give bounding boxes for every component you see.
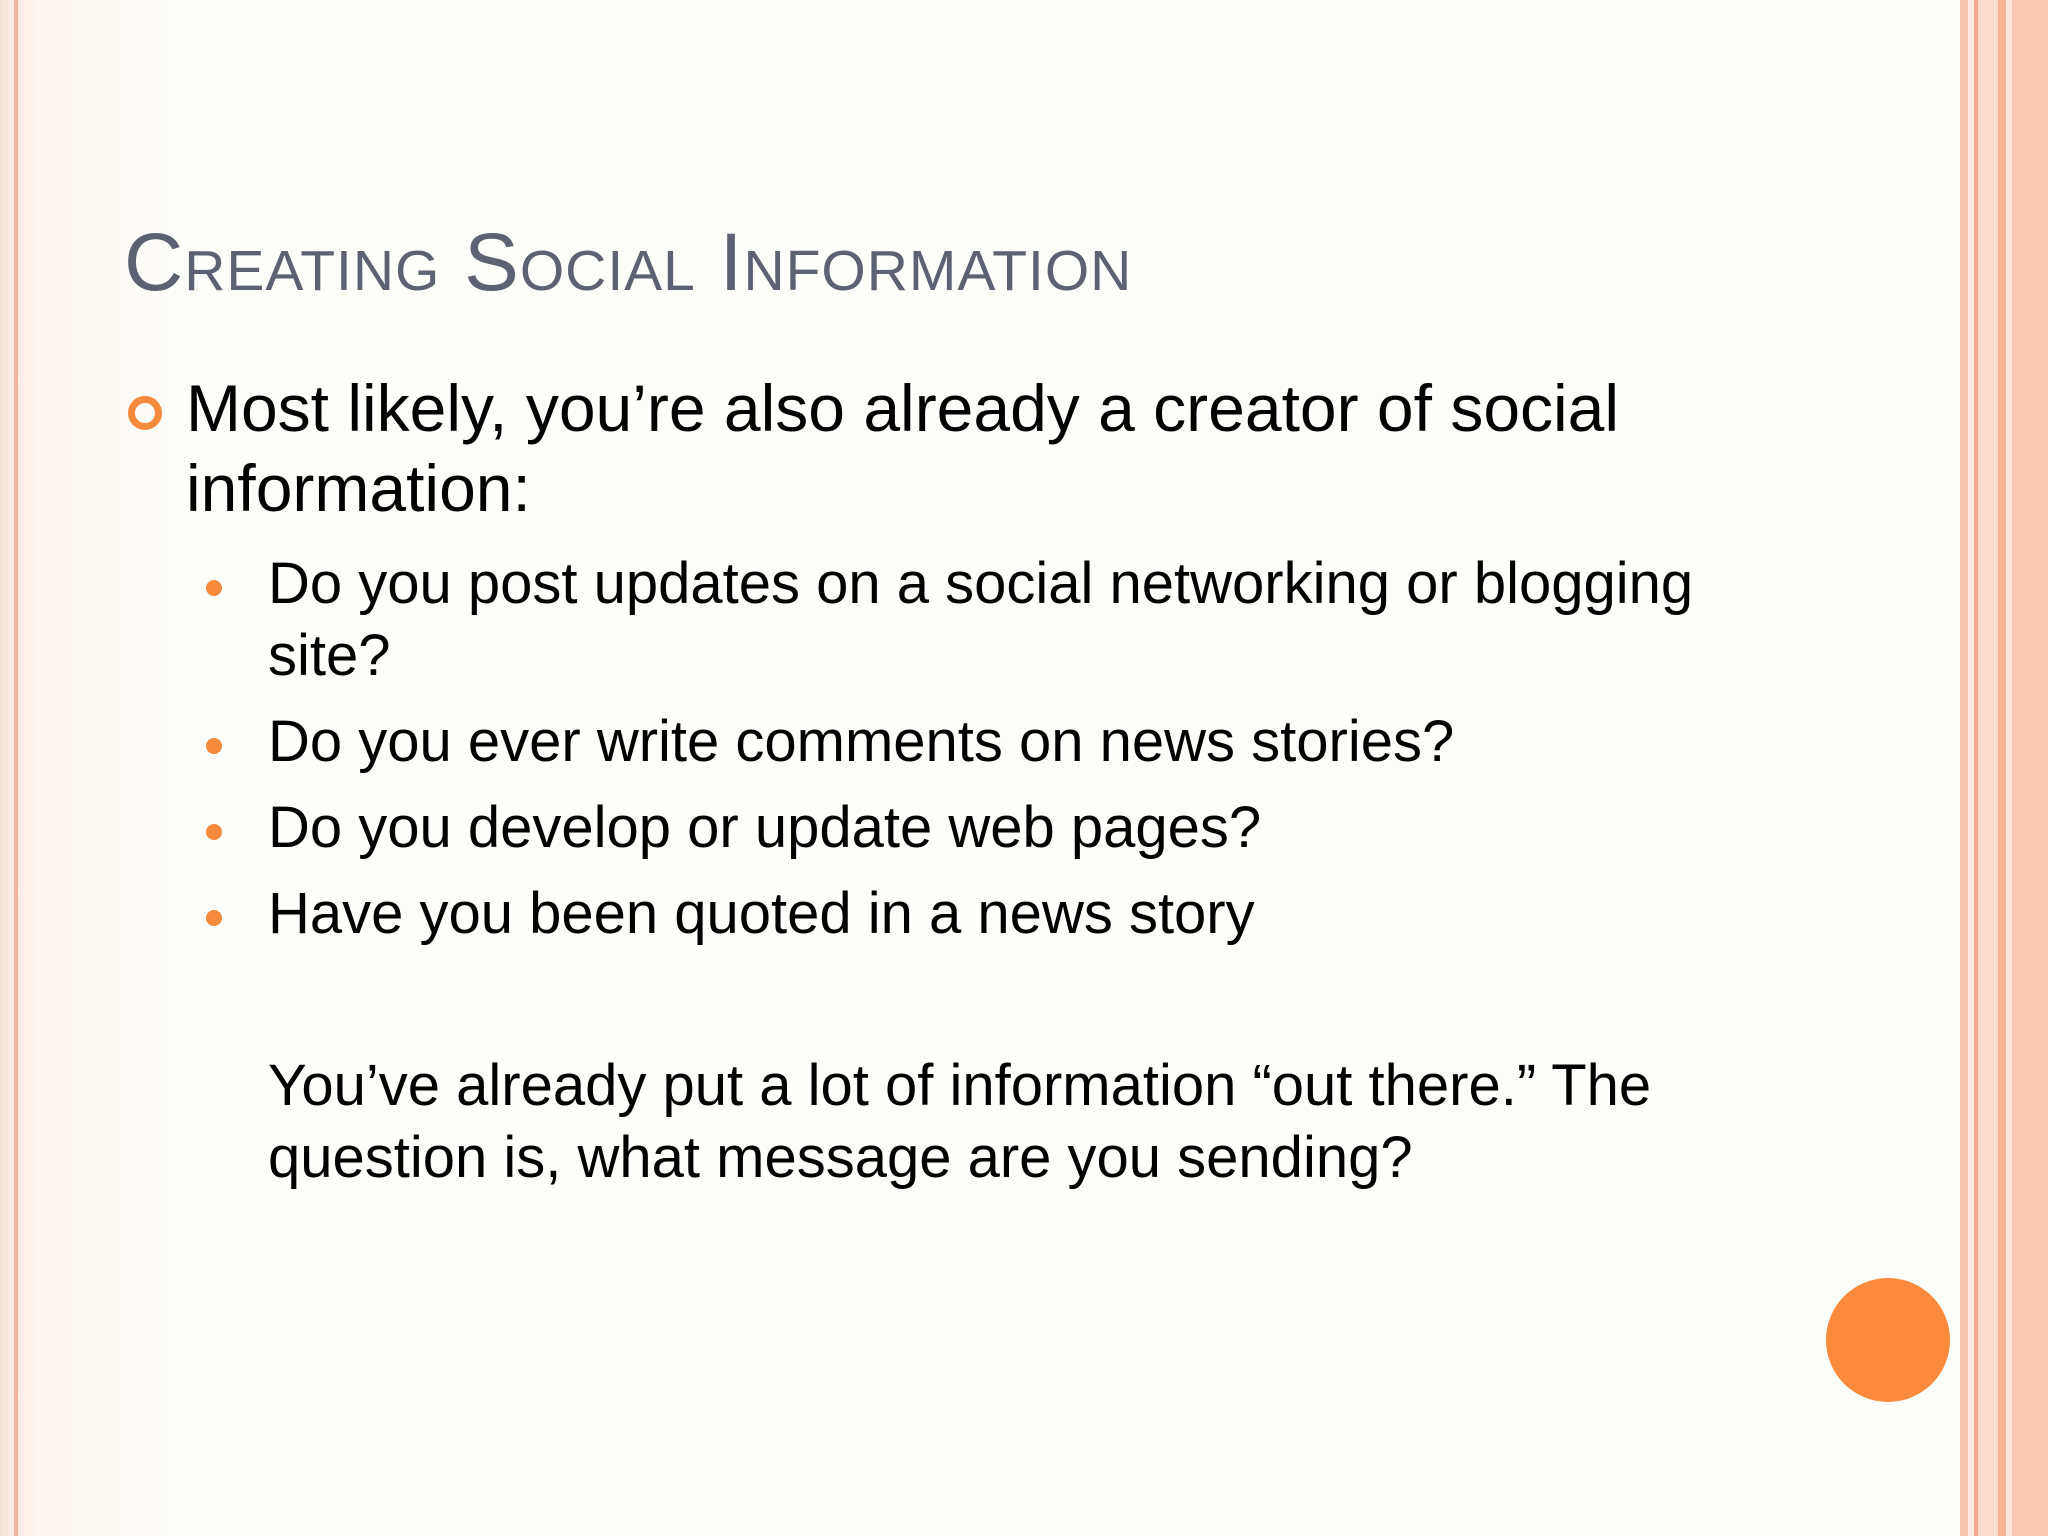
dot-bullet-icon xyxy=(206,738,222,754)
ring-bullet-icon xyxy=(128,396,162,430)
closing-paragraph: You’ve already put a lot of information “out there.” The question is, what message are you sending? xyxy=(268,1053,1652,1190)
stripe xyxy=(2012,0,2048,1536)
list-item-text: Do you post updates on a social networking or blogging site? xyxy=(268,551,1694,688)
main-bullet xyxy=(124,368,1824,528)
dot-bullet-icon xyxy=(206,580,222,596)
slide-title: Creating Social Information xyxy=(124,217,1133,308)
list-item xyxy=(206,792,1786,864)
right-decorative-stripes xyxy=(1960,0,2048,1536)
list-item-text: Do you develop or update web pages? xyxy=(268,795,1262,860)
stripe xyxy=(1960,0,1968,1536)
decorative-circle xyxy=(1826,1278,1950,1402)
dot-bullet-icon xyxy=(206,824,222,840)
sub-bullet-list xyxy=(206,548,1786,964)
stripe xyxy=(1978,0,1998,1536)
list-item xyxy=(206,878,1786,950)
main-bullet-text: Most likely, you’re also already a creator of social information: xyxy=(186,371,1620,525)
left-edge-line xyxy=(14,0,18,1536)
stripe xyxy=(1998,0,2006,1536)
list-item xyxy=(206,706,1786,778)
list-item-text: Have you been quoted in a news story xyxy=(268,881,1255,946)
list-item-text: Do you ever write comments on news stories? xyxy=(268,709,1455,774)
list-item xyxy=(206,548,1786,692)
dot-bullet-icon xyxy=(206,910,222,926)
